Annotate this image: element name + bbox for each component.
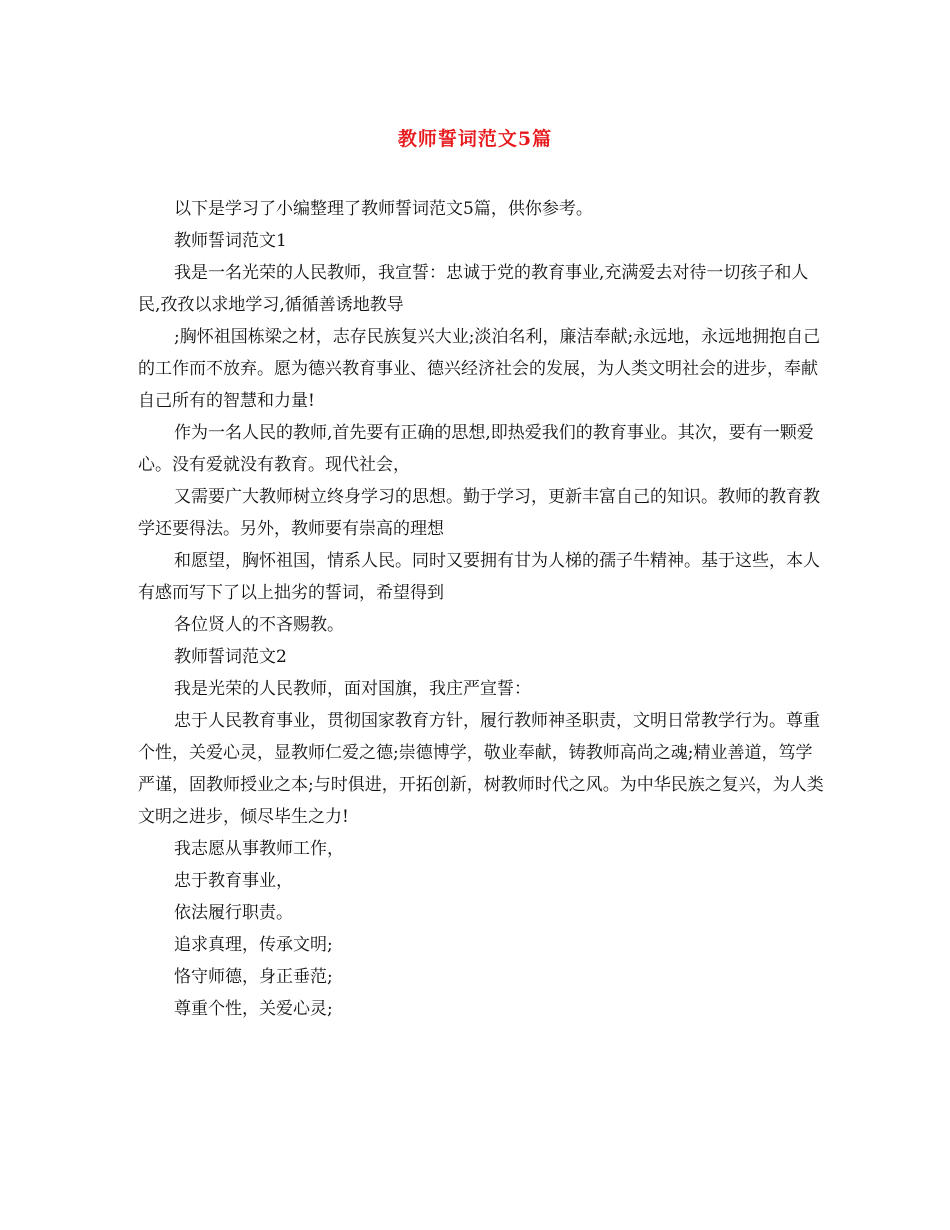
paragraph: 我志愿从事教师工作，: [174, 839, 344, 859]
document-body: [138, 193, 828, 1025]
section-heading: 教师誓词范文1: [174, 231, 287, 251]
paragraph: 我是光荣的人民教师，面对国旗，我庄严宣誓：: [174, 679, 531, 699]
paragraph: 各位贤人的不吝赐教。: [174, 615, 344, 635]
paragraph: ;胸怀祖国栋梁之材，志存民族复兴大业;淡泊名利，廉洁奉献;永远地，永远地拥抱自己的工作而不放弃。愿为德兴教育事业、德兴经济社会的发展，为人类文明社会的进步，奉献自己所有的智慧和力量!: [138, 327, 821, 411]
paragraph: 依法履行职责。: [174, 903, 293, 923]
paragraph: 又需要广大教师树立终身学习的思想。勤于学习，更新丰富自己的知识。教师的教育教学还要得法。另外，教师要有崇高的理想: [138, 487, 820, 539]
paragraph: 忠于人民教育事业，贯彻国家教育方针，履行教师神圣职责，文明日常教学行为。尊重个性，关爱心灵，显教师仁爱之德;崇德博学，敬业奉献，铸教师高尚之魂;精业善道，笃学严谨，固教师授业之本;与时俱进，开拓创新，树教师时代之风。为中华民族之复兴，为人类文明之进步，倾尽毕生之力!: [138, 711, 824, 827]
paragraph: 追求真理，传承文明;: [174, 935, 333, 955]
document-title: 教师誓词范文5篇: [397, 128, 553, 150]
paragraph: 和愿望，胸怀祖国，情系人民。同时又要拥有甘为人梯的孺子牛精神。基于这些，本人有感而写下了以上拙劣的誓词，希望得到: [138, 551, 820, 603]
paragraph: 恪守师德，身正垂范;: [174, 967, 333, 987]
paragraph: 以下是学习了小编整理了教师誓词范文5篇，供你参考。: [174, 199, 593, 219]
paragraph: 作为一名人民的教师,首先要有正确的思想,即热爱我们的教育事业。其次，要有一颗爱心。没有爱就没有教育。现代社会，: [138, 423, 814, 475]
section-heading: 教师誓词范文2: [174, 647, 287, 667]
paragraph: 我是一名光荣的人民教师，我宣誓：忠诚于党的教育事业,充满爱去对待一切孩子和人民,孜孜以求地学习,循循善诱地教导: [138, 263, 809, 315]
paragraph: 尊重个性，关爱心灵;: [174, 999, 333, 1019]
paragraph: 忠于教育事业，: [174, 871, 293, 891]
